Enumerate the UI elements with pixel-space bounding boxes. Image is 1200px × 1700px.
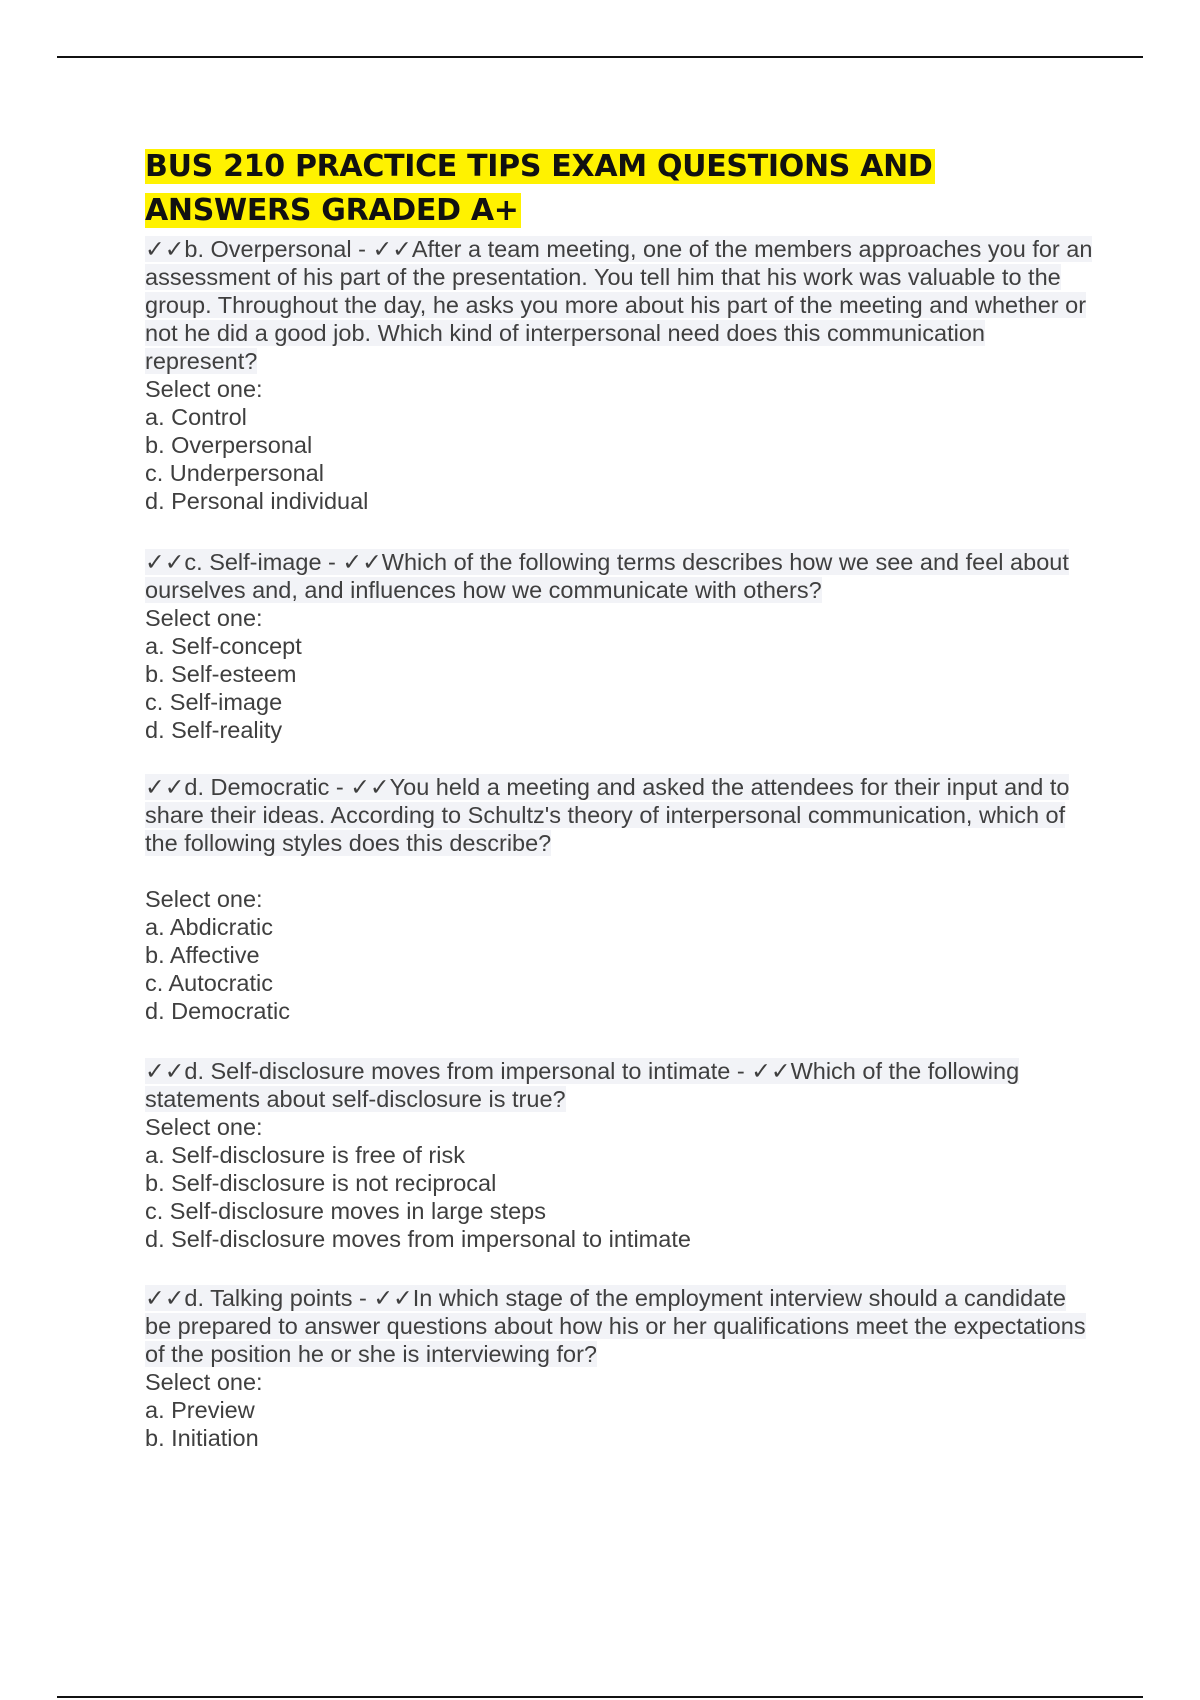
select-one-label: Select one:	[145, 1369, 263, 1395]
answer-option: c. Underpersonal	[145, 460, 324, 486]
answer-option: d. Self-disclosure moves from impersonal to intimate	[145, 1226, 691, 1252]
question-block-2	[145, 548, 1095, 744]
select-one-label: Select one:	[145, 605, 263, 631]
question-block-3	[145, 773, 1095, 1025]
answer-option: c. Autocratic	[145, 970, 273, 996]
answer-option: a. Abdicratic	[145, 914, 274, 940]
question-text: ✓✓d. Talking points - ✓✓In which stage of the employment interview should a candidate be prepared to answer questions about how his or her qualifications meet the expectations of the position he or she is interviewing for?	[145, 1285, 1086, 1367]
question-block-1	[145, 235, 1095, 515]
select-one-label: Select one:	[145, 376, 263, 402]
answer-option: b. Self-esteem	[145, 661, 297, 687]
answer-option: a. Self-concept	[145, 633, 302, 659]
bottom-rule	[57, 1696, 1143, 1698]
answer-option: b. Self-disclosure is not reciprocal	[145, 1170, 497, 1196]
question-text: ✓✓d. Self-disclosure moves from impersonal to intimate - ✓✓Which of the following statements about self-disclosure is true?	[145, 1058, 1020, 1112]
answer-option: a. Self-disclosure is free of risk	[145, 1142, 465, 1168]
answer-option: a. Preview	[145, 1397, 255, 1423]
select-one-label: Select one:	[145, 886, 263, 912]
answer-option: b. Affective	[145, 942, 260, 968]
answer-option: c. Self-disclosure moves in large steps	[145, 1198, 546, 1224]
answer-option: b. Overpersonal	[145, 432, 313, 458]
question-text: ✓✓b. Overpersonal - ✓✓After a team meeting, one of the members approaches you for an assessment of his part of the presentation. You tell him that his work was valuable to the group. Throughout the day, he asks you more about his part of the meeting and whether or not he did a good job. Which kind of interpersonal need does this communication represent?	[145, 236, 1093, 374]
question-text: ✓✓d. Democratic - ✓✓You held a meeting and asked the attendees for their input and to share their ideas. According to Schultz's theory of interpersonal communication, which of the following styles does this describe?	[145, 774, 1070, 856]
document-title	[145, 145, 1095, 233]
answer-option: c. Self-image	[145, 689, 283, 715]
answer-option: d. Democratic	[145, 998, 290, 1024]
question-block-4	[145, 1057, 1095, 1253]
question-text: ✓✓c. Self-image - ✓✓Which of the following terms describes how we see and feel about ourselves and, and influences how we communicate with others?	[145, 549, 1069, 603]
select-one-label: Select one:	[145, 1114, 263, 1140]
top-rule	[57, 56, 1143, 58]
document-body	[145, 145, 1095, 1452]
answer-option: d. Self-reality	[145, 717, 283, 743]
title-line-2: ANSWERS GRADED A+	[145, 193, 519, 228]
answer-option: b. Initiation	[145, 1425, 259, 1451]
title-line-1: BUS 210 PRACTICE TIPS EXAM QUESTIONS AND	[145, 149, 933, 184]
answer-option: a. Control	[145, 404, 247, 430]
answer-option: d. Personal individual	[145, 488, 369, 514]
question-block-5	[145, 1284, 1095, 1452]
